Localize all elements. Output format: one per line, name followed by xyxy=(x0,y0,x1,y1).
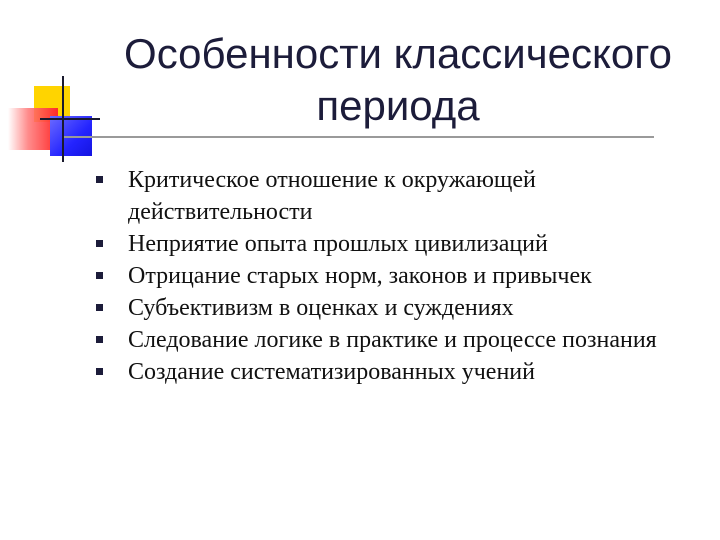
bullet-text: Критическое отношение к окружающей действительности xyxy=(128,167,536,225)
bullet-item xyxy=(96,324,696,356)
bullet-item xyxy=(96,292,696,324)
horizontal-accent-line xyxy=(40,118,100,120)
square-bullet-icon xyxy=(96,368,103,375)
bullet-text: Создание систематизированных учений xyxy=(128,359,535,385)
bullet-text: Субъективизм в оценках и суждениях xyxy=(128,295,514,321)
title-line-1: Особенности классического xyxy=(124,30,672,77)
bullet-text: Следование логике в практике и процессе познания xyxy=(128,327,657,353)
bullet-text: Отрицание старых норм, законов и привычек xyxy=(128,263,592,289)
square-bullet-icon xyxy=(96,336,103,343)
title-divider xyxy=(64,136,654,138)
square-bullet-icon xyxy=(96,176,103,183)
square-bullet-icon xyxy=(96,272,103,279)
bullet-text: Неприятие опыта прошлых цивилизаций xyxy=(128,231,548,257)
bullet-item xyxy=(96,164,696,228)
title-line-2: периода xyxy=(316,82,480,129)
square-bullet-icon xyxy=(96,304,103,311)
bullet-item xyxy=(96,228,696,260)
bullet-item xyxy=(96,260,696,292)
square-bullet-icon xyxy=(96,240,103,247)
slide-title xyxy=(96,28,700,132)
bullet-list xyxy=(96,164,696,388)
bullet-item xyxy=(96,356,696,388)
